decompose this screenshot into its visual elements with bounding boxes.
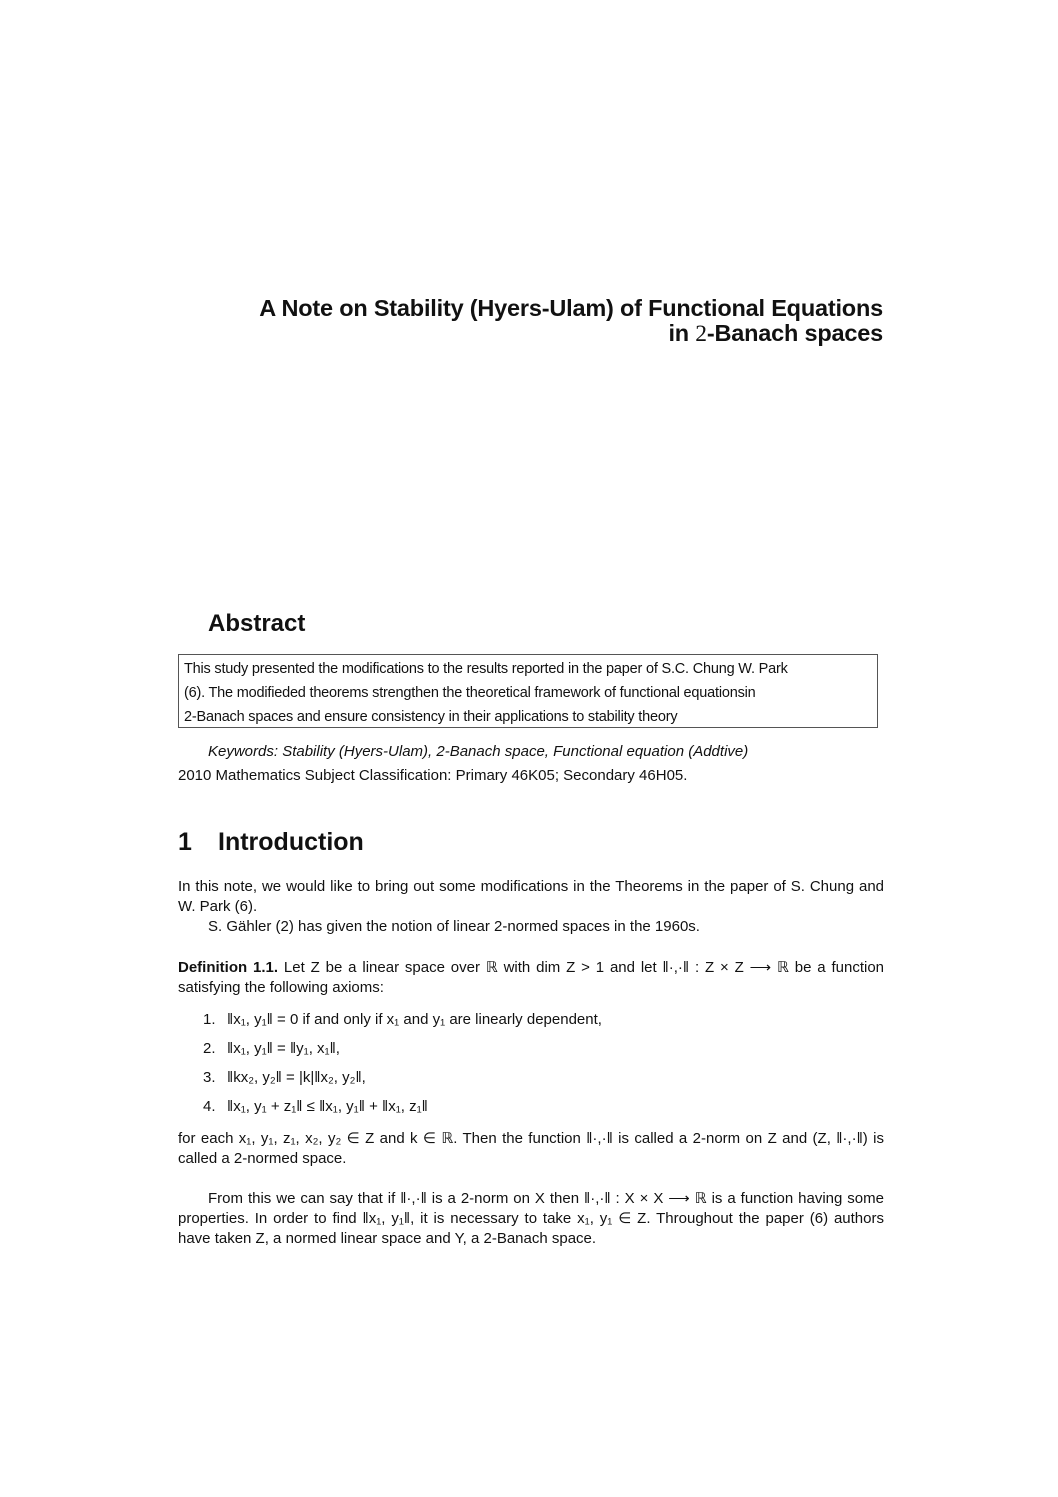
abstract-line: This study presented the modifications to the results reported in the paper of S.C. Chung W. Park xyxy=(184,661,788,677)
axiom-list xyxy=(203,1010,602,1126)
paper-title xyxy=(259,296,883,347)
msc-classification: 2010 Mathematics Subject Classification: Primary 46K05; Secondary 46H05. xyxy=(178,767,688,784)
title-line-2: in 2-Banach spaces xyxy=(668,320,883,347)
abstract-heading: Abstract xyxy=(208,610,306,637)
final-paragraph: From this we can say that if ‖·,·‖ is a 2-norm on X then ‖·,·‖ : X × X ⟶ ℝ is a function having some properties. In order to find ‖x₁, y₁‖, it is necessary to take x₁, y₁ ∈ Z. Throughout the paper (6) authors have taken Z, a normed linear space and Y, a 2-Banach space. xyxy=(178,1190,884,1247)
abstract-line: (6). The modifieded theorems strengthen the theoretical framework of functional equationsin xyxy=(184,685,756,701)
axiom-item: 1. ‖x₁, y₁‖ = 0 if and only if x₁ and y₁ are linearly dependent, xyxy=(203,1011,602,1028)
intro-paragraph: In this note, we would like to bring out some modifications in the Theorems in the paper of S. Chung and W. Park (6). xyxy=(178,878,884,915)
abstract-box xyxy=(178,654,878,728)
axiom-item: 2. ‖x₁, y₁‖ = ‖y₁, x₁‖, xyxy=(203,1040,340,1057)
intro-paragraph-2: S. Gähler (2) has given the notion of linear 2-normed spaces in the 1960s. xyxy=(208,918,700,935)
axiom-item: 3. ‖kx₂, y₂‖ = |k|‖x₂, y₂‖, xyxy=(203,1069,366,1086)
title-line-1: A Note on Stability (Hyers-Ulam) of Functional Equations xyxy=(259,295,883,321)
abstract-line: 2-Banach spaces and ensure consistency in their applications to stability theory xyxy=(184,709,678,725)
section-number: 1 xyxy=(178,828,192,856)
section-title: Introduction xyxy=(218,828,364,856)
definition-label: Definition 1.1. xyxy=(178,959,279,976)
definition-conclusion: for each x₁, y₁, z₁, x₂, y₂ ∈ Z and k ∈ ℝ. Then the function ‖·,·‖ is called a 2-norm on Z and (Z, ‖·,·‖) is called a 2-normed space. xyxy=(178,1130,884,1167)
definition-1-1 xyxy=(178,958,884,998)
axiom-item: 4. ‖x₁, y₁ + z₁‖ ≤ ‖x₁, y₁‖ + ‖x₁, z₁‖ xyxy=(203,1098,428,1115)
definition-text: Let Z be a linear space over ℝ with dim Z > 1 and let ‖·,·‖ : Z × Z ⟶ ℝ be a function satisfying the following axioms: xyxy=(178,959,885,996)
keywords: Keywords: Stability (Hyers-Ulam), 2-Banach space, Functional equation (Addtive) xyxy=(208,743,749,760)
section-heading-introduction xyxy=(178,828,364,857)
